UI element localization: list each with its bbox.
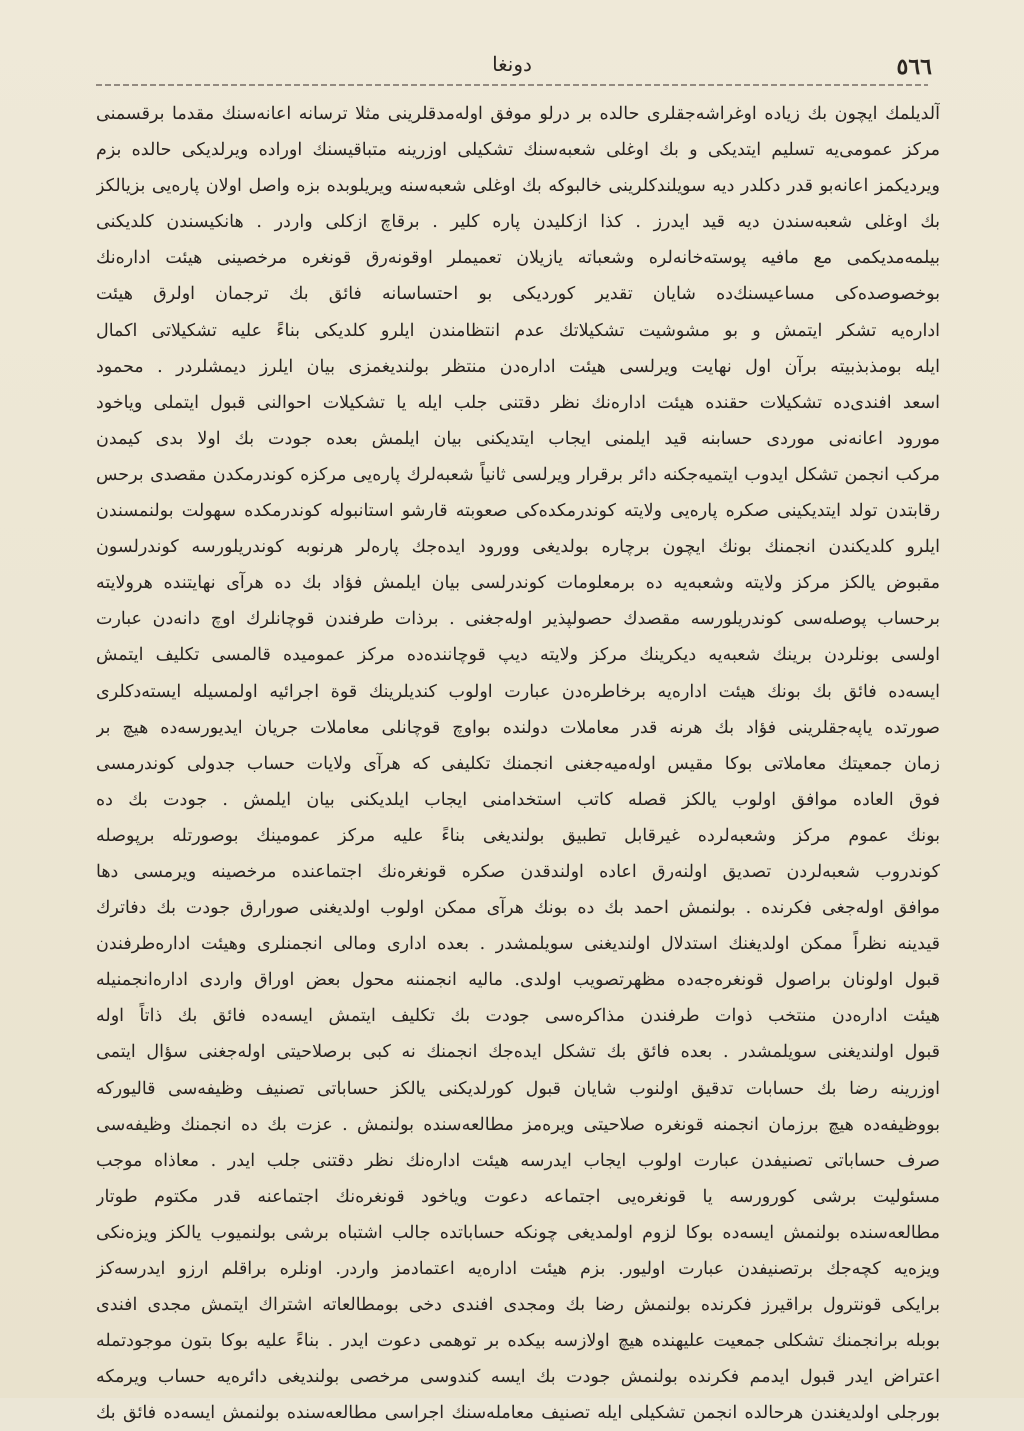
text-line: برحساب پوصله‌سی کوندریلورسه مقصدك حصولپذیر اوله‌جغنی . برذات طرفندن قوچانلرك اوچ دانه‌دن عبارت: [96, 609, 940, 630]
text-line: صرف حساباتی تصنیفدن عبارت اولوب ایجاب ایدرسه هیئت اداره‌نك نظر دقتنی جلب ایدر . معاذاه موجب: [96, 1150, 940, 1171]
text-line: قبول اولندیغنی سویلمشدر . بعده فائق بك تشکل ایده‌جك انجمنك نه کبی برصلاحیتی اوله‌جغنی سؤال ایتمی: [96, 1042, 940, 1063]
text-line: مسئولیت برشی کورورسه یا قونغره‌یی اجتماعه دعوت ویاخود قونغره‌نك اجتماعنه قدر مکتوم طوتار: [96, 1186, 940, 1207]
text-line: برایکی قونترول براقیرز فکرنده بولنمش رضا بك ومجدی افندی دخی بومطالعاته اشتراك ایتمش مجدی افندی: [96, 1295, 940, 1316]
running-title: دونغا: [492, 52, 532, 76]
text-line: مورود اعانه‌نی موردی حسابنه قید ایلمنی ایجاب ایتدیکنی بیان ایلمش بعده جودت بك اولا بدی کیمدن: [96, 428, 940, 449]
text-line: ویزه‌یه کچه‌جك برتصنیفدن عبارت اولیور. بزم هیئت اداره‌یه اعتمادمز واردر. اونلره براقلم ارزو ایدرسه‌کز: [96, 1259, 940, 1279]
text-line: ایسه‌ده فائق بك بونك هیئت اداره‌یه برخاطره‌دن عبارت اولوب کندیلرینك قوة اجرائیه اولمسیله ایسته‌دکلری: [96, 681, 940, 702]
text-line: بورجلی اولدیغندن هرحالده انجمن تشکیلی ایله تصنیف معامله‌سنك اجراسی مطالعه‌سنده بولنمش ایسه‌ده فائق بك: [96, 1403, 940, 1424]
text-line: بوخصوصده‌کی مساعیسنك‌ده شایان تقدیر کوردیکی بو احتساسانه فائق بك ترجمان اولرق هیئت: [96, 284, 940, 305]
text-line: مطالعه‌سنده بولنمش ایسه‌ده بوکا لزوم اولمدیغی چونکه حساباتده جالب اشتباه برشی بولنمیوب یالکز ویزه‌نکی: [96, 1222, 940, 1243]
page-header: [92, 48, 932, 82]
text-line: اعتراض ایدر قبول ایدمم فکرنده بولنمش جودت بك ایسه کندوسی مرخصی بولندیغی دائره‌یه حساب ویرمکه: [96, 1367, 940, 1388]
text-line: بیلمه‌مدیکمی مع مافیه پوسته‌خانه‌لره وشعباته یازیلان تعمیملر اوقونه‌رق قونغره مرخصینی هیئت اداره‌نك: [96, 248, 940, 269]
text-line: اسعد افندی‌ده تشکیلات حقنده هیئت اداره‌نك نظر دقتنی جلب ایله یا تشکیلات احوالنی قبول ایتملی ویاخود: [96, 392, 940, 413]
text-line: قیدینه نظراً ممکن اولدیغنك استدلال اولندیغنی سویلمشدر . بعده اداری ومالی انجمنلری وهیئت اداره‌طرفندن: [96, 934, 940, 955]
text-line: اوزرینه رضا بك حسابات تدقیق اولنوب شایان قبول کورلدیکنی یالکز حساباتی تصنیف وظیفه‌سی قالیورکه: [96, 1078, 940, 1099]
text-line: ایلرو کلدیکندن انجمنك بونك ایچون برچاره بولدیغی وورود ایده‌جك پاره‌لر هرنوبه کوندریلورسه کوندرلسون: [96, 537, 940, 558]
text-line: اولسی بونلردن برینك شعبه‌یه دیکرینك مرکز ولایته دیپ قوچاننده‌ده مرکز عمومیده قالمسی تکلیف ایتمش: [96, 645, 940, 666]
text-line: موافق اوله‌جغی فکرنده . بولنمش احمد بك ده بونك هرآی ممکن اولوب اولدیغنی صورارق جودت بك دفاترك: [96, 898, 940, 919]
text-line: قبول اولونان براصول قونغره‌جه‌ده مظهرتصویب اولدی. مالیه انجمننه محول بعض اوراق واردی اداره‌انجمنیله: [96, 970, 940, 991]
text-line: ویردیکمز اعانه‌بو قدر دکلدر دیه سویلندکلرینی خالبوکه بك اوغلی شعبه‌سنه ویریلوبده بزه واصل اولان پاره‌یی بزیالکز: [96, 176, 940, 197]
header-rule: [96, 84, 928, 86]
text-line: مرکز عمومی‌یه تسلیم ایتدیکی و بك اوغلی شعبه‌سنك تشکیلی اوزرینه متباقیسنك اوراده ویرلدیکی حالده بزم: [96, 140, 940, 161]
text-line: صورتده یاپه‌جقلرینی فؤاد بك هرنه قدر معاملات دولنده بواوچ قوچانلی معاملات جریان ایدیورسه‌ده هیچ بر: [96, 717, 940, 738]
text-line: هیئت اداره‌دن منتخب ذوات طرفندن مذاکره‌سی جودت بك تکلیف ایتمش ایسه‌ده فائق بك ذاتاً اوله: [96, 1006, 940, 1027]
text-line: بوبله برانجمنك تشکلی جمعیت علیهنده هیچ اولازسه بیکده بر توهمی دعوت ایدر . بناءً علیه بوکا بتون موجودتمله: [96, 1331, 940, 1352]
text-line: بونك عموم مرکز وشعبه‌لرده غیرقابل تطبیق بولندیغی بناءً علیه مرکز عمومینك بوصورتله برپوصله: [96, 825, 940, 846]
text-line: زمان جمعیتك معاملاتی بوکا مقیس اوله‌میه‌جغنی انجمنك تکلیفی که هرآی ولایات حساب جدولی کوندرمسی: [96, 753, 940, 774]
text-line: فوق العاده موافق اولوب یالکز قصله کاتب استخدامنی ایجاب ایلدیکنی بیان ایلمش . جودت بك ده: [96, 789, 940, 810]
text-line: رقابتدن تولد ایتدیکینی صکره پاره‌یی ولایته کوندرمکده‌کی صعوبته قارشو استانبوله کوندرمکده سهولت بولنمسندن: [96, 501, 940, 522]
text-line: اداره‌یه تشکر ایتمش و بو مشوشیت تشکیلاتك عدم انتظامندن ایلرو کلدیکی بناءً علیه تشکیلاتی اکمال: [96, 320, 940, 341]
body-text: [96, 96, 940, 1424]
text-line: بك اوغلی شعبه‌سندن دیه قید ایدرز . کذا ازکلیدن پاره کلیر . برقاچ ازکلی واردر . هانکیسندن کلدیکنی: [96, 212, 940, 233]
text-line: کوندروب شعبه‌لردن تصدیق اولنه‌رق اعاده اولندقدن صکره قونغره‌نك اجتماعنده مرخصینه ویرمسی دها: [96, 861, 940, 882]
text-line: مرکب انجمن تشکل ایدوب ایتمیه‌جکنه دائر برقرار ویرلسی ثانیاً شعبه‌لرك پاره‌یی مرکزه کوندرمکدن مقصدی برحس: [96, 464, 940, 485]
text-line: آلدیلمك ایچون بك زیاده اوغراشه‌جقلری حالده بر درلو موفق اوله‌مدقلرینی مثلا ترسانه اعانه‌سنك مقدما برقسمنی: [96, 104, 940, 124]
page-number: ٥٦٦: [896, 54, 932, 80]
text-line: بووظیفه‌ده هیچ برزمان انجمنه قونغره صلاحیتی ویره‌مز مطالعه‌سنده بولنمش . عزت بك ده انجمنك وظیفه‌سی: [96, 1114, 940, 1135]
text-line: ایله بومذبذبیته برآن اول نهایت ویرلسی هیئت اداره‌دن منتظر بولندیغمزی بیان ایلرز دیمشلردر . محمود: [96, 356, 940, 377]
text-line: مقبوض یالکز مرکز ولایته وشعبه‌یه ده برمعلومات کوندرلسی بیان ایلمش فؤاد بك ده هرآی نهایتنده هرولایته: [96, 573, 940, 594]
